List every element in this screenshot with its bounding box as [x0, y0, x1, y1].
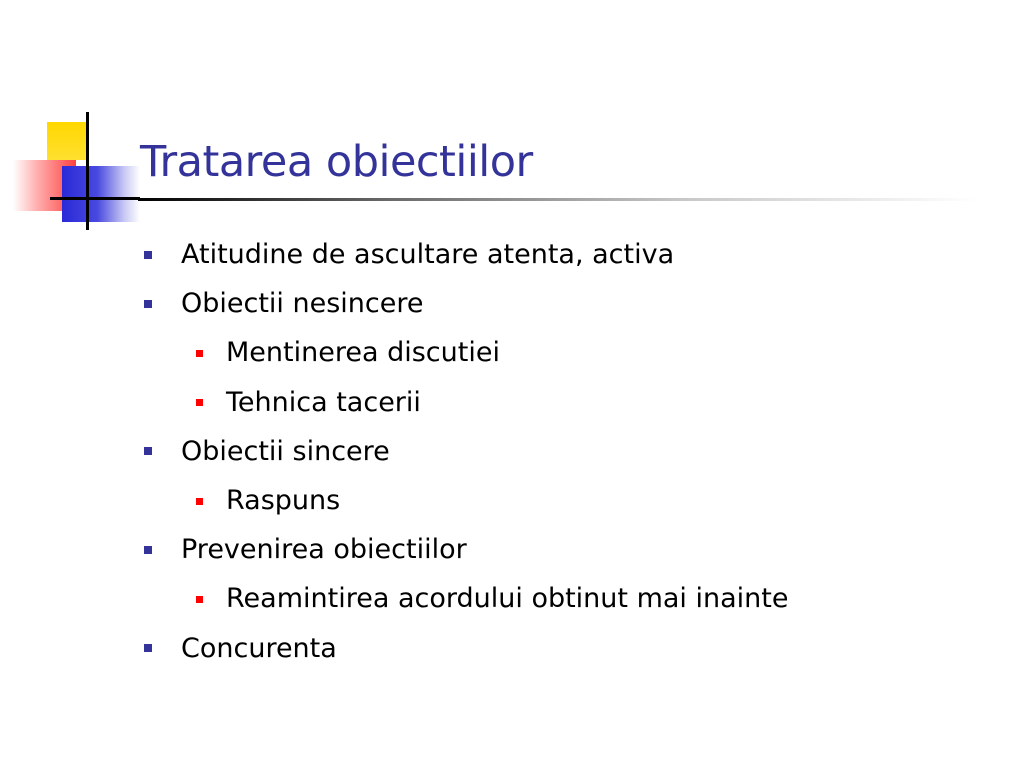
- blue-square-decoration: [62, 166, 140, 222]
- sub-bullet-text: Reamintirea acordului obtinut mai inainte: [226, 583, 789, 615]
- sub-bullet-text: Mentinerea discutiei: [226, 337, 500, 369]
- sub-bullet-item: [144, 476, 1004, 525]
- bullet-item: [144, 624, 1004, 673]
- square-bullet-icon: [144, 447, 152, 455]
- square-bullet-icon: [144, 251, 152, 259]
- square-bullet-icon: [144, 546, 152, 554]
- horizontal-rule-decoration: [50, 197, 140, 200]
- square-bullet-icon: [144, 644, 152, 652]
- bullet-item: [144, 230, 1004, 279]
- bullet-text: Obiectii nesincere: [181, 288, 424, 320]
- bullet-text: Prevenirea obiectiilor: [181, 534, 467, 566]
- sub-bullet-item: [144, 574, 1004, 623]
- square-sub-bullet-icon: [196, 498, 203, 505]
- bullet-text: Obiectii sincere: [181, 435, 390, 467]
- bullet-item: [144, 427, 1004, 476]
- sub-bullet-text: Raspuns: [226, 484, 341, 516]
- bullet-item: [144, 525, 1004, 574]
- yellow-square-decoration: [47, 122, 87, 160]
- sub-bullet-item: [144, 328, 1004, 377]
- slide-title: Tratarea obiectiilor: [140, 137, 533, 187]
- square-bullet-icon: [144, 300, 152, 308]
- decorative-logo-squares: [0, 0, 140, 240]
- square-sub-bullet-icon: [196, 399, 203, 406]
- bullet-list: [144, 230, 1004, 673]
- sub-bullet-text: Tehnica tacerii: [226, 386, 421, 418]
- square-sub-bullet-icon: [196, 350, 203, 357]
- bullet-item: [144, 279, 1004, 328]
- bullet-text: Concurenta: [181, 632, 337, 664]
- vertical-rule-decoration: [86, 112, 89, 230]
- bullet-text: Atitudine de ascultare atenta, activa: [181, 239, 675, 270]
- title-underline-rule: [138, 198, 978, 201]
- square-sub-bullet-icon: [196, 596, 203, 603]
- sub-bullet-item: [144, 378, 1004, 427]
